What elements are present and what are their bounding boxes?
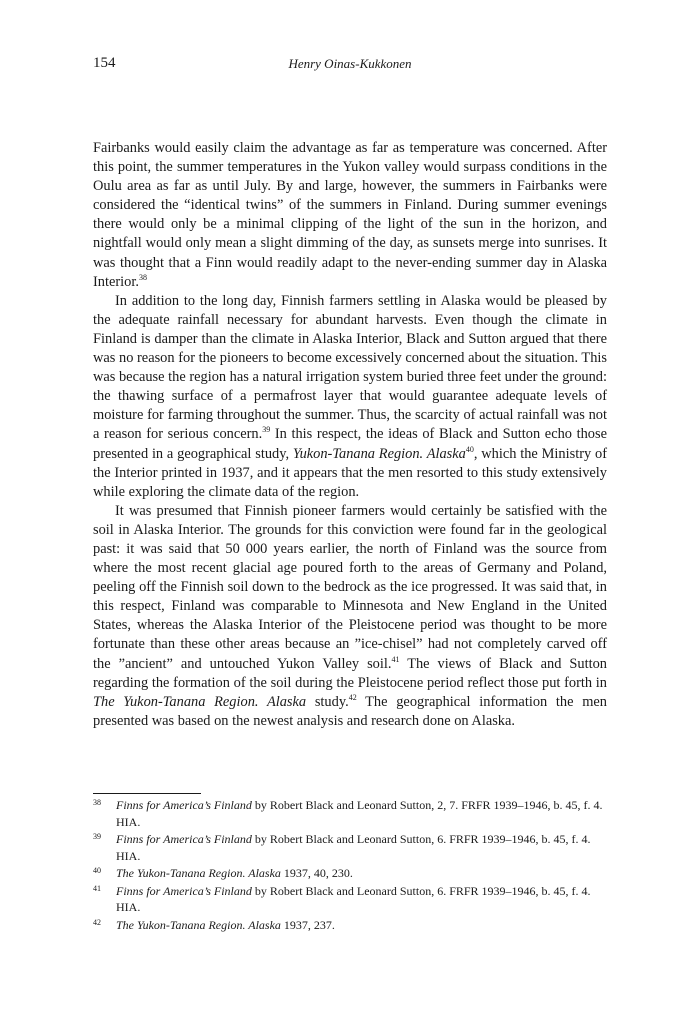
paragraph-text: In this respect, the ideas of Black and Sutton echo those presented in a geographical study, bbox=[93, 426, 607, 462]
footnote-title: The Yukon-Tanana Region. Alaska bbox=[116, 917, 281, 932]
body-text bbox=[93, 139, 607, 731]
footnote-text: by Robert Black and Leonard Sutton, 2, 7. FRFR 1939–1946, b. 45, f. 4. HIA. bbox=[116, 798, 603, 829]
footnote-ref-41[interactable]: 41 bbox=[391, 654, 400, 664]
footnote-title: Finns for America’s Finland bbox=[116, 798, 252, 812]
running-head: Henry Oinas-Kukkonen bbox=[288, 56, 412, 71]
footnote-ref-40[interactable]: 40 bbox=[465, 444, 474, 454]
paragraph-text: Fairbanks would easily claim the advantage as far as temperature was concerned. After this point, the summer temperatures in the Yukon valley would surpass conditions in the Oulu area as far as until July. By and large, however, the summers in Fairbanks were considered the “identical twins” of the summers in Finland. During summer evenings there would only be a minimal clipping of the light of the sun in the horizon, and nightfall would only mean a slight dimming of the day, as sunsets merge into sunrises. It was thought that a Finn would readily adapt to the never-ending summer day in Alaska Interior. bbox=[93, 140, 607, 290]
paragraph-2 bbox=[93, 292, 607, 502]
paragraph-3 bbox=[93, 502, 607, 731]
footnote-ref-42[interactable]: 42 bbox=[348, 692, 357, 702]
footnote-number: 40 bbox=[93, 866, 101, 875]
footnote-39 bbox=[93, 831, 607, 864]
footnote-text: by Robert Black and Leonard Sutton, 6. FRFR 1939–1946, b. 45, f. 4. HIA. bbox=[116, 832, 591, 863]
page-number: 154 bbox=[93, 55, 116, 71]
footnote-text: by Robert Black and Leonard Sutton, 6. FRFR 1939–1946, b. 45, f. 4. HIA. bbox=[116, 883, 591, 914]
page-header bbox=[93, 55, 607, 75]
footnote-number: 38 bbox=[93, 798, 101, 807]
footnote-41 bbox=[93, 883, 607, 916]
footnote-number: 39 bbox=[93, 832, 101, 841]
paragraph-text: The views of Black and Sutton regarding the formation of the soil during the Pleistocene period reflect those put forth in bbox=[93, 655, 607, 691]
paragraph-text: In addition to the long day, Finnish farmers settling in Alaska would be pleased by the adequate rainfall necessary for abundant harvests. Even though the climate in Finland is damper than the climate in Alaska Interior, Black and Sutton argued that there was no reason for the pioneers to become excessively concerned about the situation. This was because the region has a natural irrigation system buried three feet under the ground: the thawing surface of a permafrost layer that would guarantee adequate levels of moisture for farming throughout the summer. Thus, the scarcity of actual rainfall was not a reason for serious concern. bbox=[93, 292, 607, 443]
paragraph-text: , which the Ministry of the Interior printed in 1937, and it appears that the men resorted to this study extensively while exploring the climate data of the region. bbox=[93, 445, 607, 500]
paragraph-text: The geographical information the men presented was based on the newest analysis and research done on Alaska. bbox=[93, 693, 607, 729]
footnote-number: 42 bbox=[93, 917, 101, 927]
footnote-number: 41 bbox=[93, 883, 101, 893]
paragraph-text: It was presumed that Finnish pioneer farmers would certainly be satisfied with the soil in Alaska Interior. The grounds for this conviction were found far in the geological past: it was said that 50 000 years earlier, the north of Finland was the source from where the most recent glacial age poured forth to the areas of Germany and Poland, peeling off the Finnish soil down to the bedrock as the ice progressed. It was said that, in this respect, Finland was comparable to Minnesota and New England in the United States, whereas the Alaska Interior of the Pleistocene period was thought to be more fortunate than these other areas because an ”ice-chisel” had not completely carved off the ”ancient” and untouched Yukon Valley soil. bbox=[93, 502, 607, 672]
footnote-ref-38[interactable]: 38 bbox=[138, 272, 147, 282]
footnote-42 bbox=[93, 917, 607, 934]
footnote-separator bbox=[93, 793, 201, 794]
paragraph-1 bbox=[93, 139, 607, 292]
cited-title: Yukon-Tanana Region. Alaska bbox=[292, 445, 466, 462]
footnote-ref-39[interactable]: 39 bbox=[262, 425, 271, 435]
footnote-40 bbox=[93, 865, 607, 882]
footnote-38 bbox=[93, 797, 607, 830]
footnote-title: The Yukon-Tanana Region. Alaska bbox=[116, 866, 281, 880]
footnotes bbox=[93, 797, 607, 934]
footnote-text: 1937, 237. bbox=[280, 917, 335, 932]
cited-title: The Yukon-Tanana Region. Alaska bbox=[93, 693, 307, 710]
paragraph-text: study. bbox=[306, 693, 349, 710]
footnote-title: Finns for America’s Finland bbox=[116, 883, 252, 898]
footnote-title: Finns for America’s Finland bbox=[116, 832, 252, 846]
footnote-text: 1937, 40, 230. bbox=[280, 866, 353, 880]
